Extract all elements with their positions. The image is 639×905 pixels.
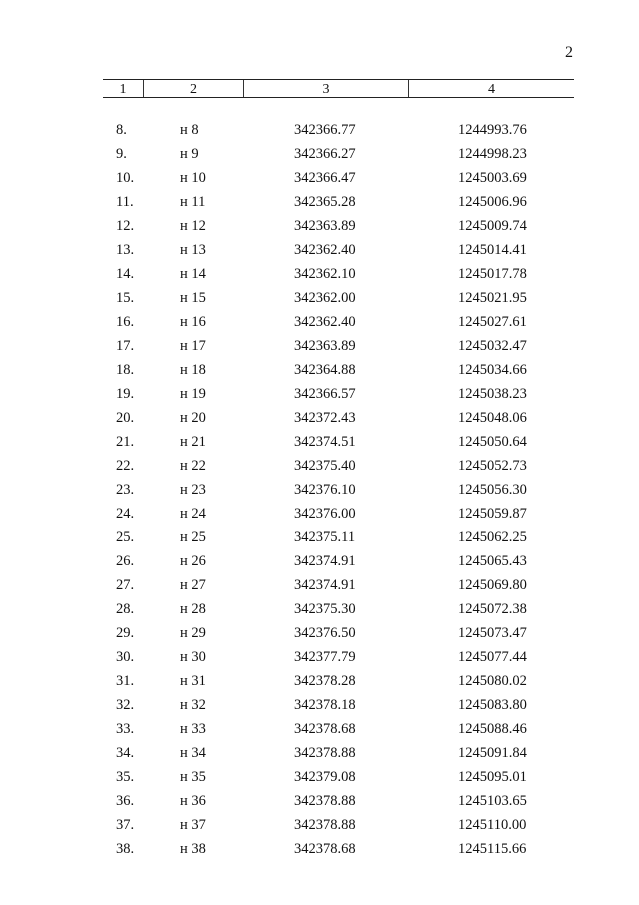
- table-row: [0, 264, 639, 288]
- x-coordinate: 342378.28: [294, 673, 356, 690]
- x-coordinate: 342374.91: [294, 553, 356, 570]
- point-name: н 13: [180, 241, 206, 258]
- y-coordinate: 1245103.65: [458, 793, 527, 810]
- point-name: н 34: [180, 745, 206, 762]
- point-name: н 19: [180, 385, 206, 402]
- point-name: н 37: [180, 817, 206, 834]
- y-coordinate: 1245017.78: [458, 265, 527, 282]
- x-coordinate: 342364.88: [294, 361, 356, 378]
- table-row: [0, 527, 639, 551]
- x-coordinate: 342378.88: [294, 745, 356, 762]
- row-number: 9.: [116, 145, 127, 162]
- row-number: 38.: [116, 841, 135, 858]
- point-name: н 26: [180, 553, 206, 570]
- table-row: [0, 623, 639, 647]
- x-coordinate: 342363.89: [294, 337, 356, 354]
- x-coordinate: 342376.10: [294, 481, 356, 498]
- x-coordinate: 342378.68: [294, 841, 356, 858]
- x-coordinate: 342375.11: [294, 529, 356, 546]
- table-row: [0, 288, 639, 312]
- table-row: [0, 719, 639, 743]
- table-row: [0, 504, 639, 528]
- y-coordinate: 1245083.80: [458, 697, 527, 714]
- row-number: 28.: [116, 601, 135, 618]
- x-coordinate: 342375.30: [294, 601, 356, 618]
- table-row: [0, 240, 639, 264]
- point-name: н 15: [180, 289, 206, 306]
- row-number: 31.: [116, 673, 135, 690]
- coordinates-table-body: [0, 120, 639, 863]
- table-row: [0, 168, 639, 192]
- row-number: 27.: [116, 577, 135, 594]
- row-number: 21.: [116, 433, 135, 450]
- x-coordinate: 342363.89: [294, 217, 356, 234]
- row-number: 8.: [116, 122, 127, 138]
- table-row: [0, 575, 639, 599]
- x-coordinate: 342366.47: [294, 169, 356, 186]
- point-name: н 33: [180, 721, 206, 738]
- row-number: 11.: [116, 193, 134, 210]
- point-name: н 22: [180, 457, 206, 474]
- row-number: 20.: [116, 409, 135, 426]
- x-coordinate: 342378.18: [294, 697, 356, 714]
- x-coordinate: 342372.43: [294, 409, 356, 426]
- x-coordinate: 342379.08: [294, 769, 356, 786]
- x-coordinate: 342374.51: [294, 433, 356, 450]
- y-coordinate: 1245014.41: [458, 241, 527, 258]
- point-name: н 23: [180, 481, 206, 498]
- row-number: 17.: [116, 337, 135, 354]
- y-coordinate: 1245088.46: [458, 721, 527, 738]
- table-row: [0, 695, 639, 719]
- y-coordinate: 1245065.43: [458, 553, 527, 570]
- table-row: [0, 432, 639, 456]
- row-number: 35.: [116, 769, 135, 786]
- x-coordinate: 342375.40: [294, 457, 356, 474]
- table-row: [0, 216, 639, 240]
- table-row: [0, 360, 639, 384]
- x-coordinate: 342366.77: [294, 122, 356, 138]
- y-coordinate: 1245115.66: [458, 841, 527, 858]
- row-number: 19.: [116, 385, 135, 402]
- x-coordinate: 342374.91: [294, 577, 356, 594]
- y-coordinate: 1245027.61: [458, 313, 527, 330]
- point-name: н 20: [180, 409, 206, 426]
- table-row: [0, 743, 639, 767]
- y-coordinate: 1245006.96: [458, 193, 527, 210]
- row-number: 32.: [116, 697, 135, 714]
- y-coordinate: 1245050.64: [458, 433, 527, 450]
- row-number: 34.: [116, 745, 135, 762]
- row-number: 12.: [116, 217, 135, 234]
- row-number: 14.: [116, 265, 135, 282]
- y-coordinate: 1245077.44: [458, 649, 527, 666]
- x-coordinate: 342362.10: [294, 265, 356, 282]
- x-coordinate: 342366.57: [294, 385, 356, 402]
- point-name: н 18: [180, 361, 206, 378]
- row-number: 29.: [116, 625, 135, 642]
- point-name: н 24: [180, 505, 206, 522]
- table-row: [0, 336, 639, 360]
- table-row: [0, 312, 639, 336]
- row-number: 18.: [116, 361, 135, 378]
- point-name: н 35: [180, 769, 206, 786]
- table-row: [0, 791, 639, 815]
- x-coordinate: 342362.40: [294, 313, 356, 330]
- row-number: 36.: [116, 793, 135, 810]
- y-coordinate: 1245072.38: [458, 601, 527, 618]
- y-coordinate: 1245062.25: [458, 529, 527, 546]
- point-name: н 38: [180, 841, 206, 858]
- y-coordinate: 1245073.47: [458, 625, 527, 642]
- x-coordinate: 342362.40: [294, 241, 356, 258]
- y-coordinate: 1245110.00: [458, 817, 527, 834]
- y-coordinate: 1244998.23: [458, 145, 527, 162]
- x-coordinate: 342378.88: [294, 793, 356, 810]
- point-name: н 9: [180, 145, 199, 162]
- point-name: н 17: [180, 337, 206, 354]
- point-name: н 16: [180, 313, 206, 330]
- table-row: [0, 192, 639, 216]
- y-coordinate: 1245091.84: [458, 745, 527, 762]
- y-coordinate: 1245056.30: [458, 481, 527, 498]
- row-number: 26.: [116, 553, 135, 570]
- column-header-1: 1: [103, 80, 144, 97]
- y-coordinate: 1245038.23: [458, 385, 527, 402]
- table-row: [0, 456, 639, 480]
- point-name: н 14: [180, 265, 206, 282]
- y-coordinate: 1245048.06: [458, 409, 527, 426]
- column-header-3: 3: [244, 80, 409, 97]
- row-number: 23.: [116, 481, 135, 498]
- row-number: 33.: [116, 721, 135, 738]
- table-row: [0, 480, 639, 504]
- table-row: [0, 120, 639, 144]
- x-coordinate: 342378.88: [294, 817, 356, 834]
- column-header-4: 4: [488, 82, 495, 97]
- point-name: н 8: [180, 122, 199, 138]
- point-name: н 10: [180, 169, 206, 186]
- page-number: 2: [565, 44, 573, 61]
- row-number: 24.: [116, 505, 135, 522]
- y-coordinate: 1245059.87: [458, 505, 527, 522]
- row-number: 25.: [116, 529, 135, 546]
- x-coordinate: 342378.68: [294, 721, 356, 738]
- table-row: [0, 551, 639, 575]
- point-name: н 29: [180, 625, 206, 642]
- table-row: [0, 599, 639, 623]
- x-coordinate: 342376.00: [294, 505, 356, 522]
- table-row: [0, 839, 639, 863]
- point-name: н 21: [180, 433, 206, 450]
- x-coordinate: 342362.00: [294, 289, 356, 306]
- row-number: 37.: [116, 817, 135, 834]
- table-row: [0, 144, 639, 168]
- y-coordinate: 1245080.02: [458, 673, 527, 690]
- point-name: н 32: [180, 697, 206, 714]
- x-coordinate: 342365.28: [294, 193, 356, 210]
- table-row: [0, 767, 639, 791]
- point-name: н 28: [180, 601, 206, 618]
- y-coordinate: 1245009.74: [458, 217, 527, 234]
- row-number: 22.: [116, 457, 135, 474]
- table-row: [0, 647, 639, 671]
- x-coordinate: 342366.27: [294, 145, 356, 162]
- column-header-2: 2: [144, 80, 244, 97]
- point-name: н 11: [180, 193, 206, 210]
- y-coordinate: 1245052.73: [458, 457, 527, 474]
- y-coordinate: 1245095.01: [458, 769, 527, 786]
- table-row: [0, 408, 639, 432]
- row-number: 13.: [116, 241, 135, 258]
- y-coordinate: 1244993.76: [458, 122, 527, 138]
- x-coordinate: 342377.79: [294, 649, 356, 666]
- row-number: 10.: [116, 169, 135, 186]
- point-name: н 12: [180, 217, 206, 234]
- y-coordinate: 1245069.80: [458, 577, 527, 594]
- y-coordinate: 1245032.47: [458, 337, 527, 354]
- point-name: н 30: [180, 649, 206, 666]
- point-name: н 31: [180, 673, 206, 690]
- row-number: 16.: [116, 313, 135, 330]
- table-row: [0, 815, 639, 839]
- point-name: н 25: [180, 529, 206, 546]
- table-row: [0, 671, 639, 695]
- point-name: н 36: [180, 793, 206, 810]
- x-coordinate: 342376.50: [294, 625, 356, 642]
- point-name: н 27: [180, 577, 206, 594]
- y-coordinate: 1245021.95: [458, 289, 527, 306]
- table-header: [103, 79, 574, 98]
- y-coordinate: 1245003.69: [458, 169, 527, 186]
- y-coordinate: 1245034.66: [458, 361, 527, 378]
- row-number: 15.: [116, 289, 135, 306]
- row-number: 30.: [116, 649, 135, 666]
- table-row: [0, 384, 639, 408]
